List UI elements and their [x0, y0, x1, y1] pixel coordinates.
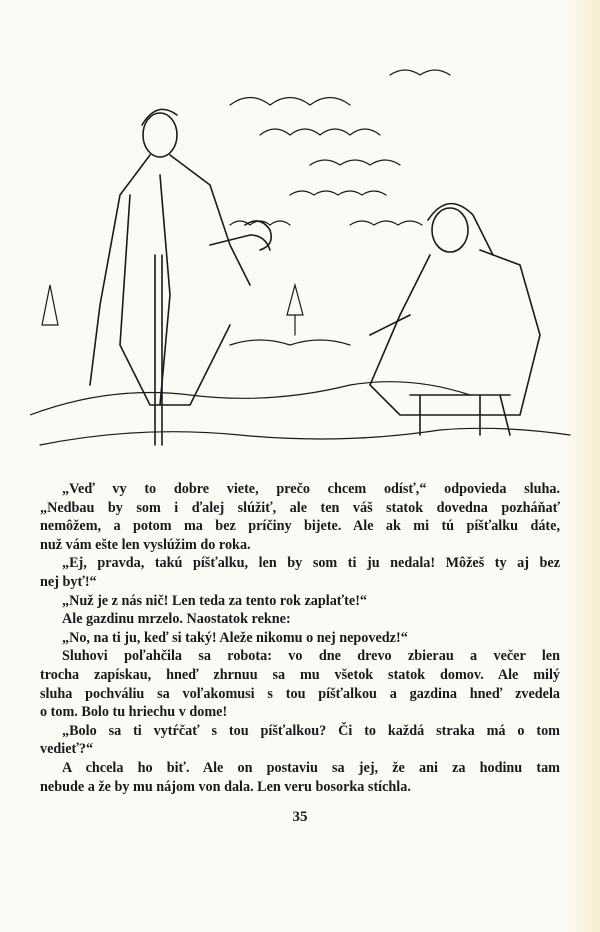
text-line: Sluhovi poľahčila sa robota: vo dne drevo zbierau a večer len	[62, 648, 560, 665]
illustration-servant-and-old-woman	[30, 55, 575, 455]
text-line: „Ej, pravda, takú píšťalku, len by som ti ju nedala! Môžeš ty aj bez	[62, 555, 560, 572]
text-line: „Veď vy to dobre viete, prečo chcem odísť,“ odpovieda sluha.	[62, 481, 560, 497]
text-line: „No, na ti ju, keď si taký! Aleže nikomu o nej nepovedz!“	[62, 629, 408, 646]
text-line: „Bolo sa ti vytŕčať s tou píšťalkou? Či to každá straka má o tom	[62, 722, 560, 739]
text-line: „Nedbau by som i ďalej slúžiť, ale ten váš statok dovedna pozháňať	[40, 499, 560, 516]
text-line: sluha pochváliu sa voľakomusi s tou píšťalkou a gazdina hneď zvedela	[40, 685, 560, 702]
text-line: nemôžem, a potom ma bez príčiny bijete. Ale ak mi tú píšťalku dáte,	[40, 518, 560, 535]
text-line: nebude a že by mu nájom von dala. Len veru bosorka stíchla.	[40, 778, 411, 795]
page-number: 35	[292, 809, 308, 825]
old-woman-figure	[370, 204, 540, 435]
body-text	[40, 480, 560, 796]
clouds	[230, 70, 450, 225]
text-line: Ale gazdinu mrzelo. Naostatok rekne:	[62, 611, 291, 628]
text-line: A chcela ho biť. Ale on postaviu sa jej, že ani za hodinu tam	[62, 759, 560, 776]
text-line: nej byť!“	[40, 573, 97, 590]
text-line: „Nuž je z nás nič! Len teda za tento rok zaplaťte!“	[62, 592, 368, 609]
landscape	[30, 285, 570, 445]
text-line: vedieť?“	[40, 741, 94, 758]
text-line: o tom. Bolo tu hriechu v dome!	[40, 704, 228, 721]
text-line: trocha zapískau, hneď zhrnuu sa mu všetok statok domov. Ale milý	[40, 666, 560, 683]
text-line: nuž vám ešte len vyslúžim do roka.	[40, 536, 251, 553]
